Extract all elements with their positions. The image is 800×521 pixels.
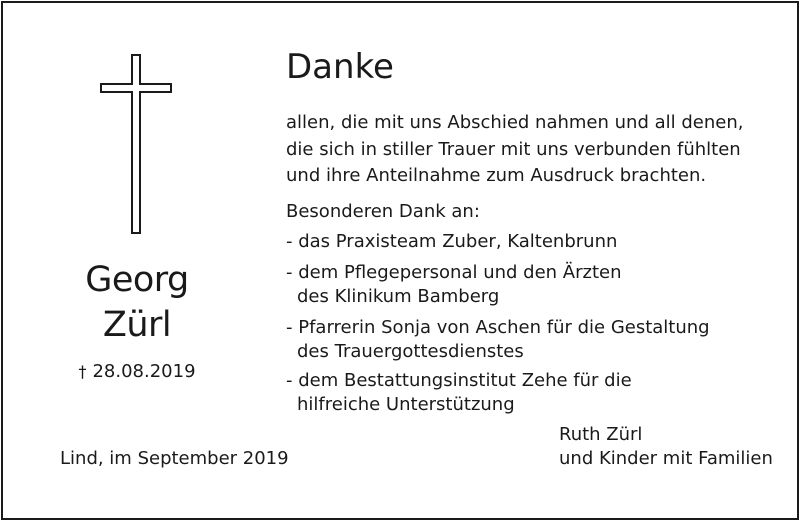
cross-icon bbox=[100, 54, 172, 234]
deceased-first-name: Georg bbox=[85, 260, 189, 300]
intro-line: und ihre Anteilnahme zum Ausdruck brachten. bbox=[286, 165, 707, 186]
thanks-item-line: - das Praxisteam Zuber, Kaltenbrunn bbox=[286, 231, 618, 252]
death-date: 28.08.2019 bbox=[92, 361, 196, 382]
place-date: Lind, im September 2019 bbox=[60, 448, 289, 469]
thanks-item bbox=[286, 230, 617, 254]
thanks-label: Besonderen Dank an: bbox=[286, 201, 480, 222]
heading-danke: Danke bbox=[286, 47, 394, 87]
thanks-item-continuation: des Trauergottesdienstes bbox=[297, 341, 524, 362]
dagger-icon: † bbox=[78, 362, 87, 381]
signature-name: Ruth Zürl bbox=[559, 424, 643, 445]
signature bbox=[559, 423, 773, 471]
thanks-item-continuation: hilfreiche Unterstützung bbox=[297, 394, 515, 415]
thanks-item-line: - Pfarrerin Sonja von Aschen für die Gestaltung bbox=[286, 317, 710, 338]
thanks-item-line: - dem Bestattungsinstitut Zehe für die bbox=[286, 370, 632, 391]
signature-family: und Kinder mit Familien bbox=[559, 448, 773, 469]
deceased-last-name: Zürl bbox=[102, 305, 172, 345]
death-date-line bbox=[52, 360, 222, 384]
thanks-item-continuation: des Klinikum Bamberg bbox=[297, 286, 500, 307]
intro-paragraph bbox=[286, 110, 743, 190]
thanks-item-line: - dem Pflegepersonal und den Ärzten bbox=[286, 262, 622, 283]
intro-line: die sich in stiller Trauer mit uns verbunden fühlten bbox=[286, 138, 741, 160]
thanks-item bbox=[286, 261, 622, 309]
thanks-item bbox=[286, 316, 710, 364]
intro-line: allen, die mit uns Abschied nahmen und all denen, bbox=[286, 112, 744, 133]
thanks-item bbox=[286, 369, 632, 417]
